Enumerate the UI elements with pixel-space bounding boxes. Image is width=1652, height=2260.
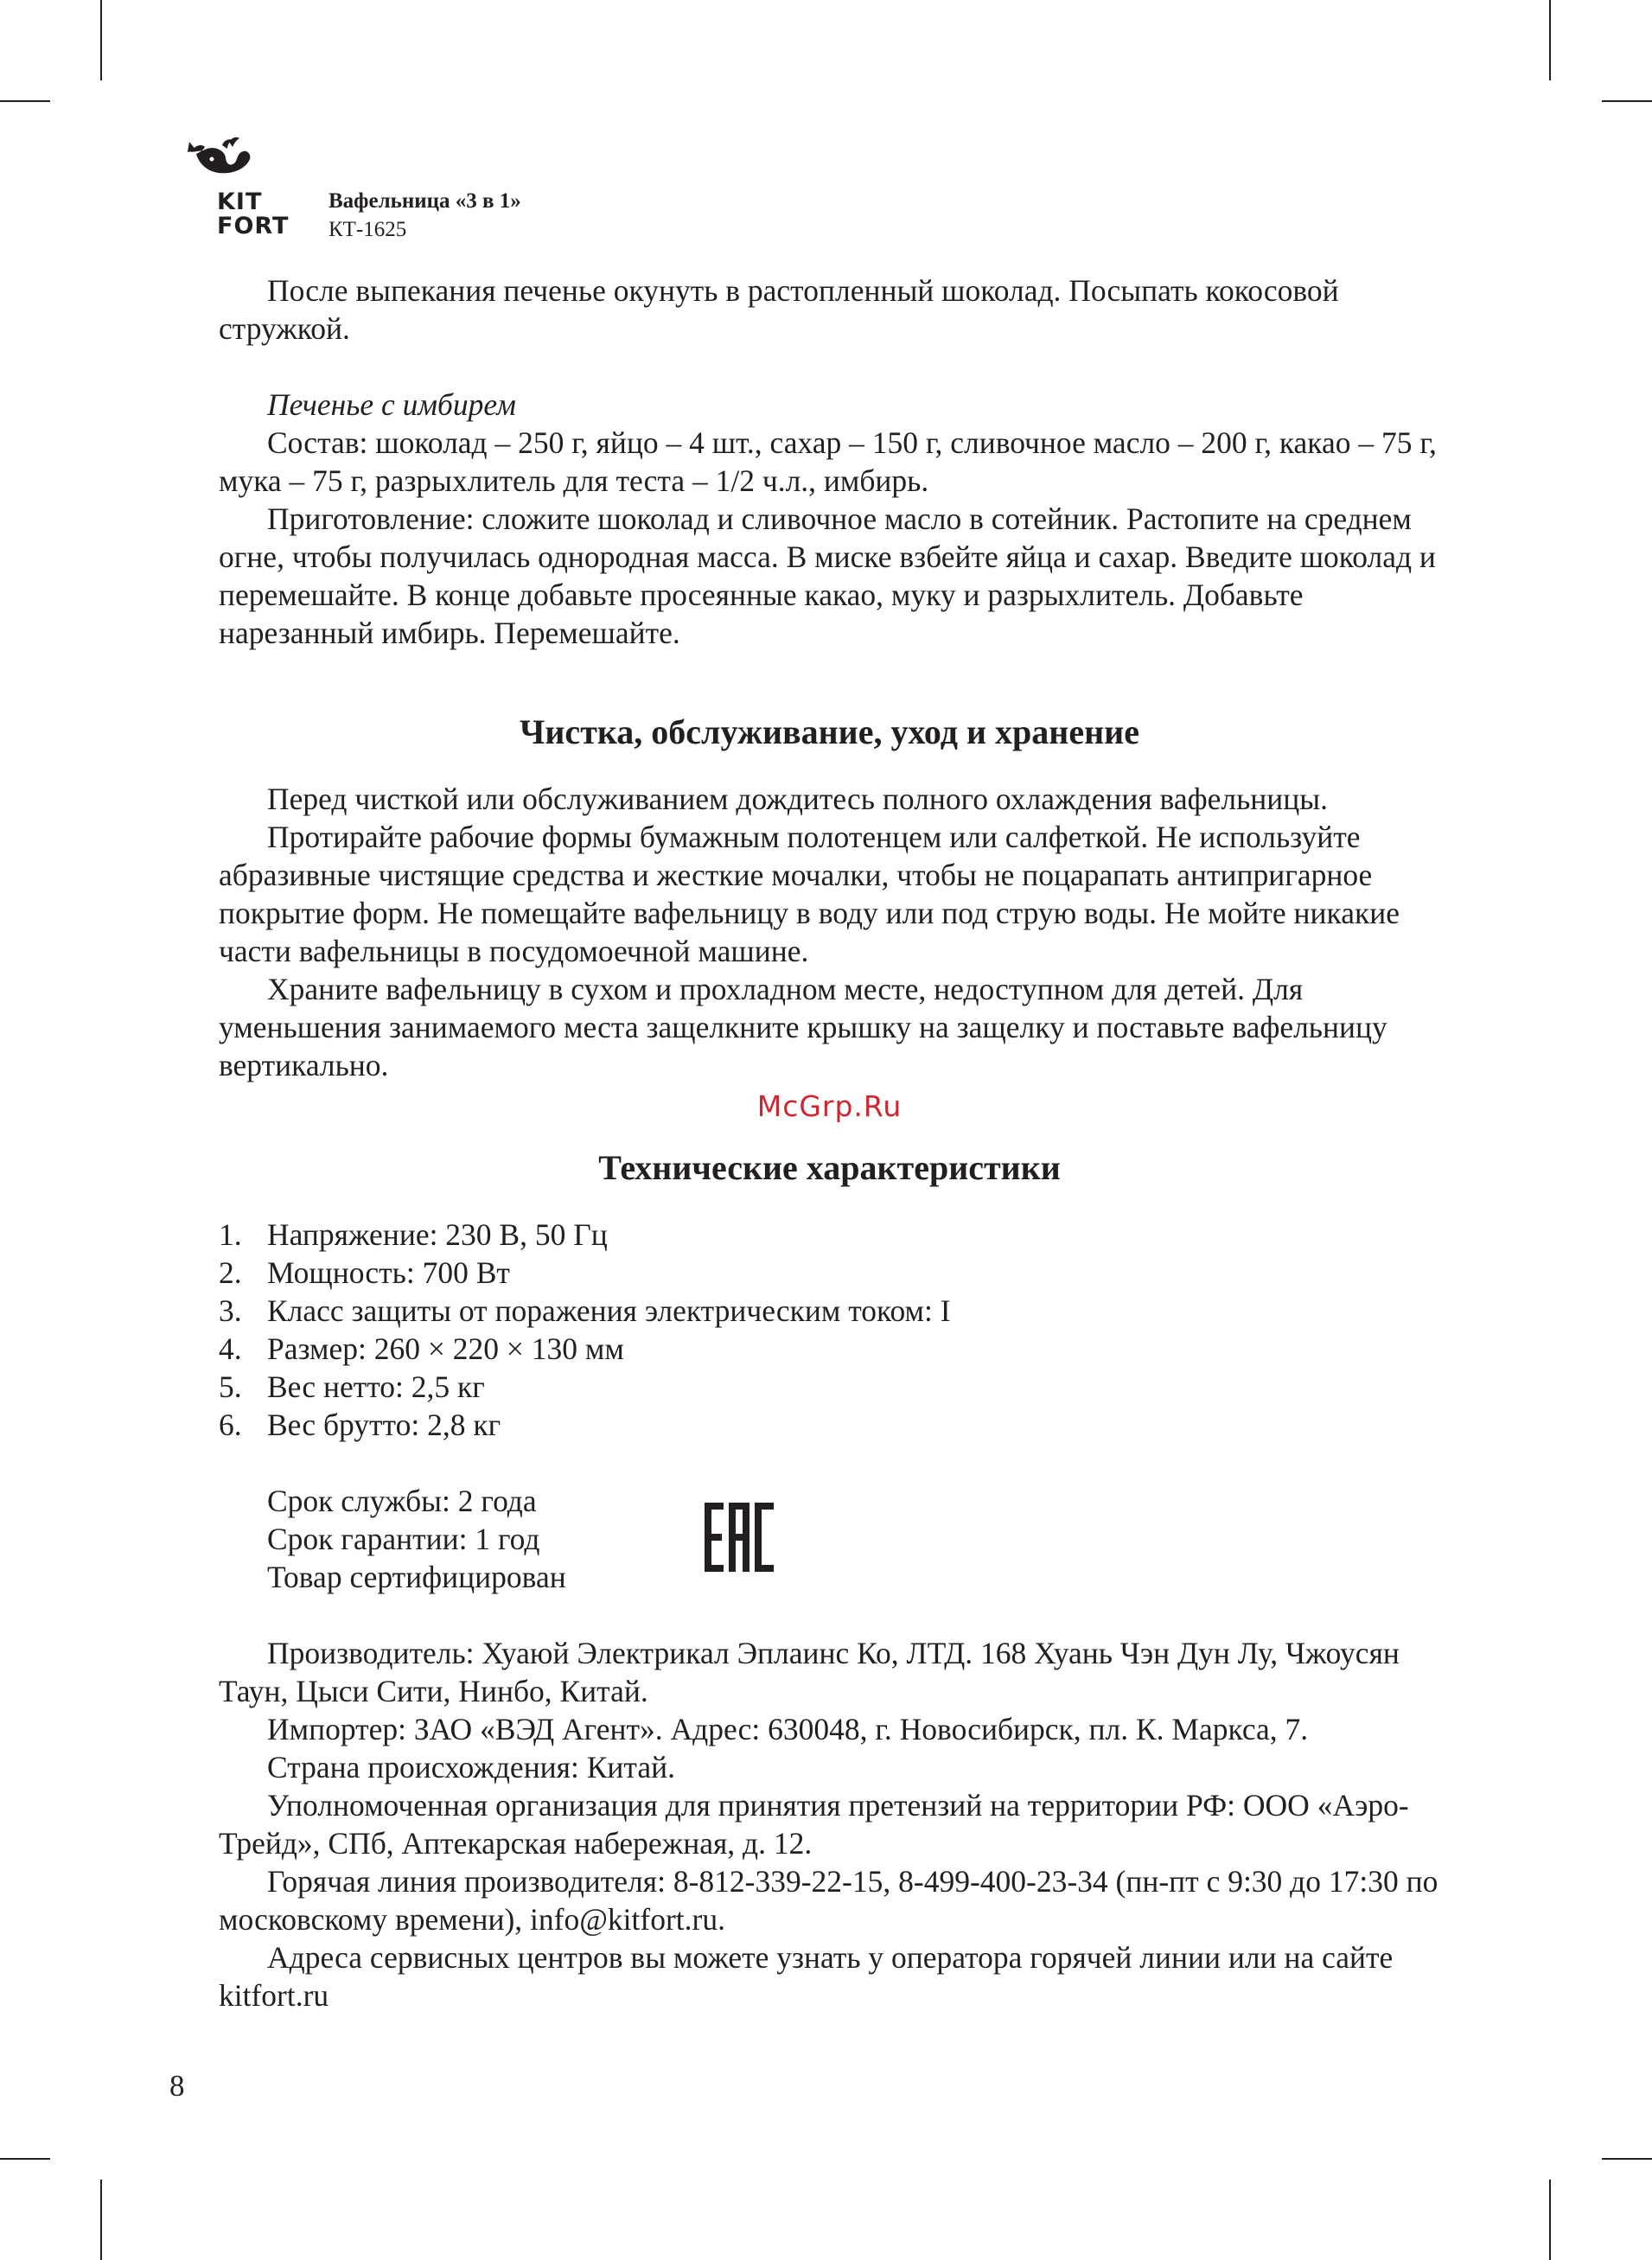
spec-item: 4. Размер: 260 × 220 × 130 мм xyxy=(219,1331,624,1366)
service-info-block xyxy=(219,1482,1440,1596)
spec-item: 3. Класс защиты от поражения электрическим током: I xyxy=(219,1293,951,1328)
cleaning-paragraph-3: Храните вафельницу в сухом и прохладном месте, недоступном для детей. Для уменьшения занимаемого места защелкните крышку на защелку и поставьте вафельницу вертикально. xyxy=(219,972,1387,1082)
logo-line-kit: KIT xyxy=(217,188,263,215)
crop-mark-top-right xyxy=(1549,0,1551,80)
intro-paragraph: После выпекания печенье окунуть в растопленный шоколад. Посыпать кокосовой стружкой. xyxy=(219,273,1339,346)
kitfort-logo-text xyxy=(217,190,289,239)
specs-section-title: Технические характеристики xyxy=(598,1148,1061,1187)
page-content xyxy=(219,271,1440,2014)
cleaning-section-title: Чистка, обслуживание, уход и хранение xyxy=(520,712,1139,751)
recipe-method: Приготовление: сложите шоколад и сливочное масло в сотейник. Растопите на среднем огне, чтобы получилась однородная масса. В миске взбейте яйца и сахар. Введите шоколад и перемешайте. В конце добавьте просеянные какао, муку и разрыхлитель. Добавьте нарезанный имбирь. Перемешайте. xyxy=(219,501,1436,650)
origin-country: Страна происхождения: Китай. xyxy=(267,1750,676,1784)
product-title: Вафельница «3 в 1» xyxy=(328,189,521,213)
page-header xyxy=(186,137,618,240)
specs-list xyxy=(219,1216,1440,1444)
producer-info: Производитель: Хуаюй Электрикал Эплаинс Ко, ЛТД. 168 Хуань Чэн Дун Лу, Чжоусян Таун, Цыси Сити, Нинбо, Китай. xyxy=(219,1636,1400,1708)
spec-item: 6. Вес брутто: 2,8 кг xyxy=(219,1408,501,1442)
crop-mark-left-bottom xyxy=(0,2158,50,2160)
service-life: Срок службы: 2 года xyxy=(267,1484,537,1518)
recipe-title: Печенье с имбирем xyxy=(267,387,516,422)
certified-note: Товар сертифицирован xyxy=(267,1560,566,1594)
crop-mark-bottom-left xyxy=(100,2180,102,2260)
crop-mark-bottom-right xyxy=(1549,2180,1551,2260)
crop-mark-right-top xyxy=(1602,100,1652,102)
page-number: 8 xyxy=(169,2069,185,2103)
eac-certification-icon xyxy=(703,1503,775,1572)
importer-info: Импортер: ЗАО «ВЭД Агент». Адрес: 630048, г. Новосибирск, пл. К. Маркса, 7. xyxy=(267,1712,1309,1746)
crop-mark-top-left xyxy=(100,0,102,80)
kitfort-whale-logo-icon xyxy=(186,137,255,188)
product-model: КТ-1625 xyxy=(328,218,407,241)
cleaning-paragraph-2: Протирайте рабочие формы бумажным полотенцем или салфеткой. Не используйте абразивные чистящие средства и жесткие мочалки, чтобы не поцарапать антипригарное покрытие форм. Не помещайте вафельницу в воду или под струю воды. Не мойте никакие части вафельницы в посудомоечной машине. xyxy=(219,820,1400,968)
logo-line-fort: FORT xyxy=(217,213,290,239)
hotline-info: Горячая линия производителя: 8-812-339-22-15, 8-499-400-23-34 (пн-пт с 9:30 до 17:30 по московскому времени), info@kitfort.ru. xyxy=(219,1864,1438,1937)
recipe-ingredients: Состав: шоколад – 250 г, яйцо – 4 шт., сахар – 150 г, сливочное масло – 200 г, какао – 75 г, мука – 75 г, разрыхлитель для теста – 1/2 ч.л., имбирь. xyxy=(219,425,1437,498)
warranty-period: Срок гарантии: 1 год xyxy=(267,1522,540,1556)
spec-item: 1. Напряжение: 230 В, 50 Гц xyxy=(219,1217,608,1252)
watermark-text: McGrp.Ru xyxy=(756,1089,903,1123)
spec-item: 5. Вес нетто: 2,5 кг xyxy=(219,1369,485,1404)
service-centers-info: Адреса сервисных центров вы можете узнать у оператора горячей линии или на сайте kitfort.ru xyxy=(219,1940,1394,2013)
authorized-org: Уполномоченная организация для принятия претензий на территории РФ: ООО «Аэро-Трейд», СПб, Аптекарская набережная, д. 12. xyxy=(219,1788,1409,1861)
spec-item: 2. Мощность: 700 Вт xyxy=(219,1255,510,1290)
crop-mark-left-top xyxy=(0,100,50,102)
cleaning-paragraph-1: Перед чисткой или обслуживанием дождитесь полного охлаждения вафельницы. xyxy=(267,782,1328,816)
crop-mark-right-bottom xyxy=(1602,2158,1652,2160)
